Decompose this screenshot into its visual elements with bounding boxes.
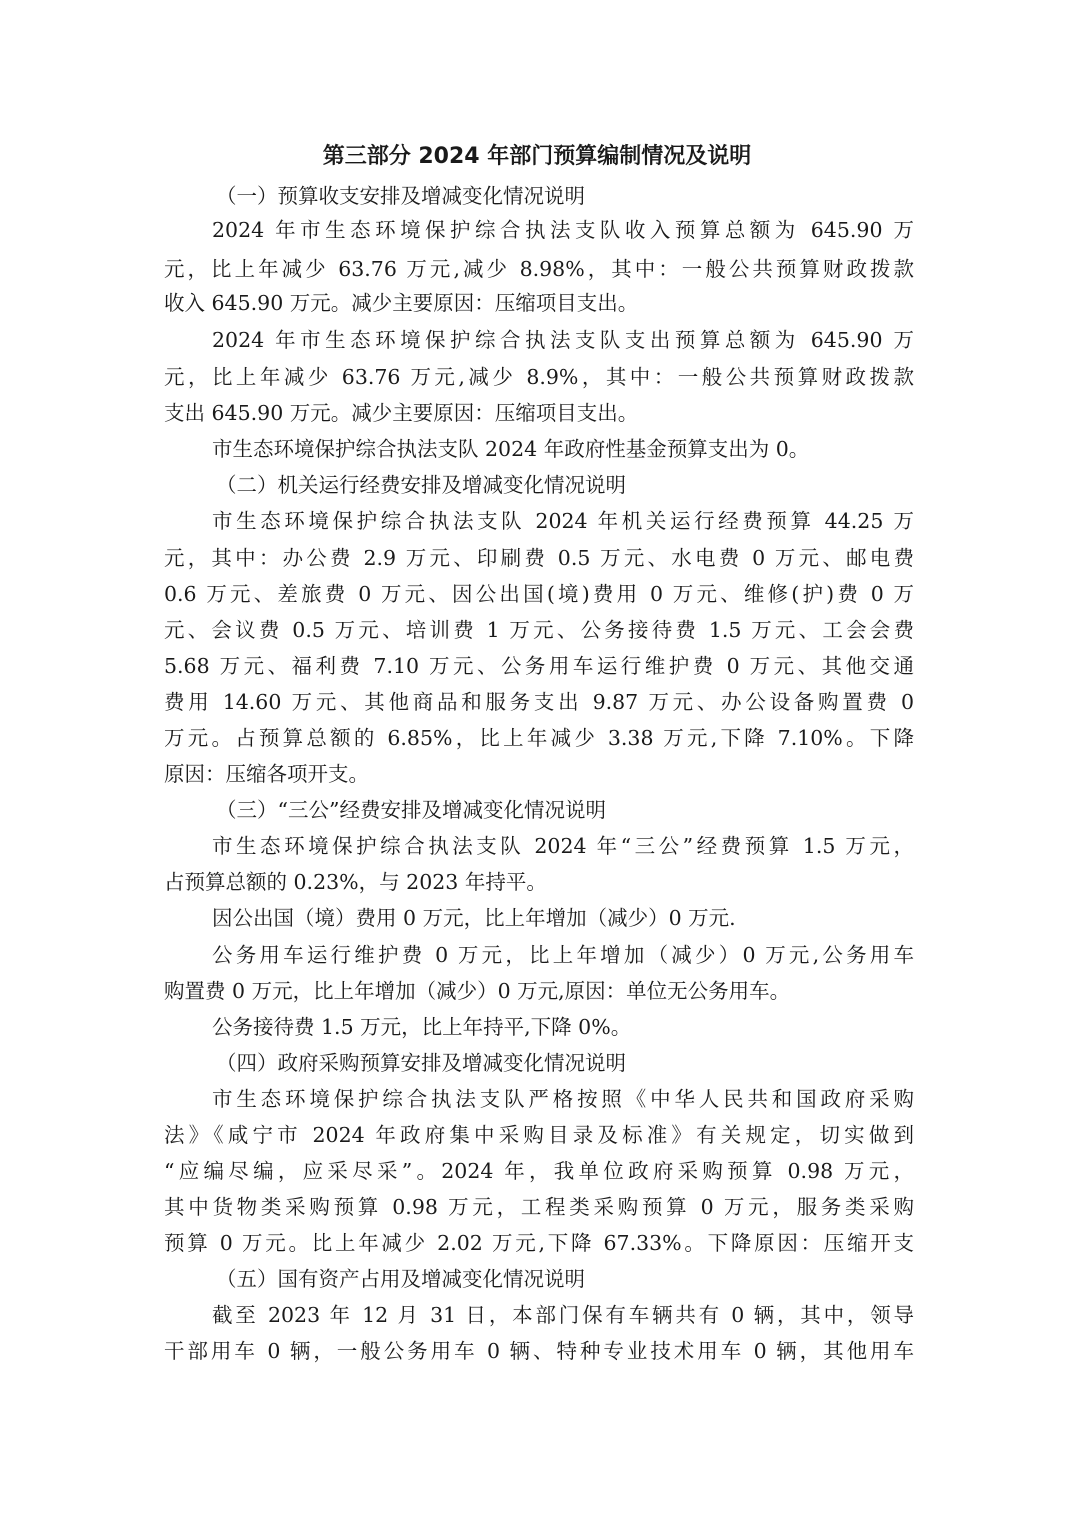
paragraph-line: 干部用车 0 辆，一般公务用车 0 辆、特种专业技术用车 0 辆，其他用车: [164, 1339, 914, 1363]
paragraph-line: 2024 年市生态环境保护综合执法支队收入预算总额为 645.90 万: [212, 218, 914, 242]
paragraph-line: 市生态环境保护综合执法支队 2024 年政府性基金预算支出为 0。: [212, 437, 810, 461]
paragraph-line: 占预算总额的 0.23%，与 2023 年持平。: [164, 870, 547, 894]
section-heading-3: （三）“三公”经费安排及增减变化情况说明: [216, 798, 606, 822]
paragraph-line: 支出 645.90 万元。减少主要原因：压缩项目支出。: [164, 401, 639, 425]
paragraph-line: 法》《咸宁市 2024 年政府集中采购目录及标准》有关规定，切实做到: [164, 1123, 914, 1147]
paragraph-line: 公务接待费 1.5 万元，比上年持平,下降 0%。: [212, 1015, 632, 1039]
paragraph-line: 预算 0 万元。比上年减少 2.02 万元,下降 67.33%。下降原因：压缩开支: [164, 1231, 914, 1255]
paragraph-line: 收入 645.90 万元。减少主要原因：压缩项目支出。: [164, 291, 639, 315]
paragraph-line: 截至 2023 年 12 月 31 日，本部门保有车辆共有 0 辆，其中，领导: [212, 1303, 914, 1327]
paragraph-line: 公务用车运行维护费 0 万元，比上年增加（减少）0 万元,公务用车: [212, 943, 914, 967]
paragraph-line: 0.6 万元、差旅费 0 万元、因公出国(境)费用 0 万元、维修(护)费 0 万: [164, 582, 914, 606]
paragraph-line: 其中货物类采购预算 0.98 万元，工程类采购预算 0 万元，服务类采购: [164, 1195, 914, 1219]
paragraph-line: 市生态环境保护综合执法支队严格按照《中华人民共和国政府采购: [212, 1087, 914, 1111]
paragraph-line: “应编尽编，应采尽采”。2024 年，我单位政府采购预算 0.98 万元，: [164, 1159, 914, 1183]
paragraph-line: 5.68 万元、福利费 7.10 万元、公务用车运行维护费 0 万元、其他交通: [164, 654, 914, 678]
paragraph-line: 因公出国（境）费用 0 万元，比上年增加（减少）0 万元.: [212, 906, 736, 930]
paragraph-line: 费用 14.60 万元、其他商品和服务支出 9.87 万元、办公设备购置费 0: [164, 690, 914, 714]
paragraph-line: 元、会议费 0.5 万元、培训费 1 万元、公务接待费 1.5 万元、工会会费: [164, 618, 914, 642]
paragraph-line: 元，比上年减少 63.76 万元,减少 8.98%，其中：一般公共预算财政拨款: [164, 257, 914, 281]
paragraph-line: 市生态环境保护综合执法支队 2024 年“三公”经费预算 1.5 万元，: [212, 834, 914, 858]
page-title: 第三部分 2024 年部门预算编制情况及说明: [322, 144, 752, 169]
paragraph-line: 购置费 0 万元，比上年增加（减少）0 万元,原因：单位无公务用车。: [164, 979, 791, 1003]
section-heading-4: （四）政府采购预算安排及增减变化情况说明: [216, 1051, 626, 1075]
paragraph-line: 万元。占预算总额的 6.85%，比上年减少 3.38 万元,下降 7.10%。下降: [164, 726, 914, 750]
paragraph-line: 元，其中：办公费 2.9 万元、印刷费 0.5 万元、水电费 0 万元、邮电费: [164, 546, 914, 570]
section-heading-1: （一）预算收支安排及增减变化情况说明: [216, 184, 585, 208]
paragraph-line: 2024 年市生态环境保护综合执法支队支出预算总额为 645.90 万: [212, 328, 914, 352]
section-heading-5: （五）国有资产占用及增减变化情况说明: [216, 1267, 585, 1291]
section-heading-2: （二）机关运行经费安排及增减变化情况说明: [216, 473, 626, 497]
paragraph-line: 元，比上年减少 63.76 万元,减少 8.9%，其中：一般公共预算财政拨款: [164, 365, 914, 389]
paragraph-line: 市生态环境保护综合执法支队 2024 年机关运行经费预算 44.25 万: [212, 509, 914, 533]
paragraph-line: 原因：压缩各项开支。: [164, 762, 369, 786]
